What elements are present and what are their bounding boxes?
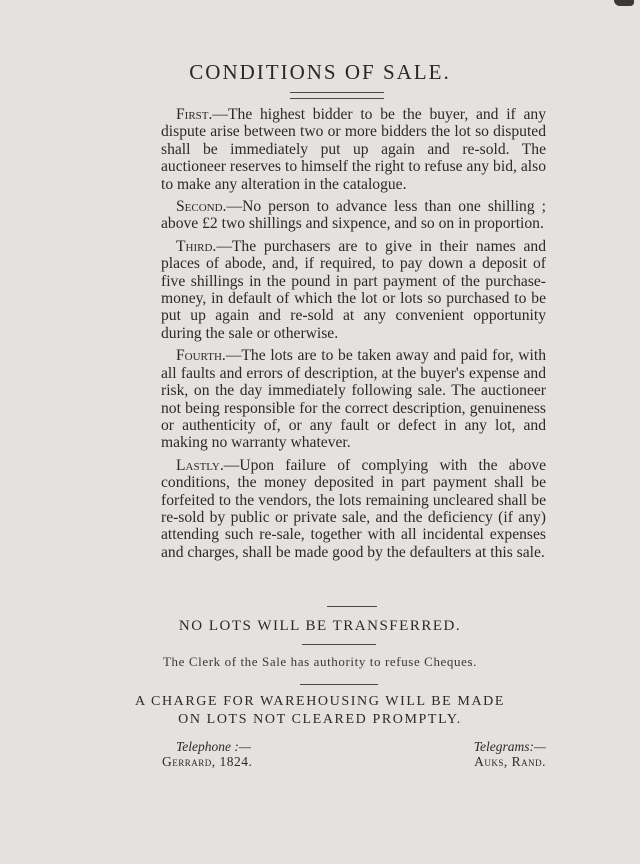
condition-paragraph [161, 106, 546, 193]
charge-notice-line: ON LOTS NOT CLEARED PROMPTLY. [178, 712, 462, 727]
condition-paragraph [161, 457, 546, 561]
divider-rule [302, 644, 376, 645]
telegrams-label: Telegrams:— [473, 739, 546, 754]
condition-lead: Lastly. [176, 456, 224, 474]
condition-paragraph [161, 198, 546, 233]
condition-lead: First. [176, 106, 213, 123]
telegrams-block [430, 739, 546, 769]
corner-mark [614, 0, 634, 6]
condition-text: —The purchasers are to give in their names and places of abode, and, if required, to pay down a deposit of five shillings in the pound in part payment of the purchase-money, in default of which the lot or lots so purchased to be put up again and re-sold at any convenient opportunity during the sale or otherwise. [161, 237, 546, 342]
divider-rule [327, 606, 377, 607]
condition-text: —No person to advance less than one shilling ; above £2 two shillings and sixpence, and so on in proportion. [161, 198, 546, 233]
condition-paragraph [161, 347, 546, 451]
no-lots-notice: NO LOTS WILL BE TRANSFERRED. [178, 618, 462, 634]
warehousing-charge-notice [0, 693, 640, 729]
condition-text: —Upon failure of complying with the above conditions, the money deposited in part payment shall be forfeited to the vendors, the lots remaining uncleared shall be re-sold by public or private sale, and the deficiency (if any) attending such re-sale, together with all incidental expenses and charges, shall be made good by the defaulters at this sale. [161, 456, 546, 561]
condition-text: —The lots are to be taken away and paid for, with all faults and errors of description, at the buyer's expense and risk, on the day immediately following sale. The auctioneer not being responsible for the correct description, genuineness or authenticity of, or any fault or defect in any lot, and making no warranty whatever. [161, 347, 546, 452]
telephone-block [162, 739, 252, 769]
condition-paragraph [161, 238, 546, 342]
clerk-notice: The Clerk of the Sale has authority to refuse Cheques. [163, 654, 477, 669]
charge-notice-line: A CHARGE FOR WAREHOUSING WILL BE MADE [134, 694, 506, 709]
condition-lead: Fourth. [176, 347, 226, 365]
conditions-list [161, 106, 546, 566]
telephone-label: Telephone :— [176, 739, 251, 754]
page-title: CONDITIONS OF SALE. [189, 60, 451, 84]
condition-text: —The highest bidder to be the buyer, and if any dispute arise between two or more bidders the lot so disputed shall be immediately put up again and re-sold. The auctioneer reserves to himself the right to refuse any bid, also to make any alteration in the catalogue. [161, 106, 546, 193]
divider-rule [300, 684, 378, 685]
telephone-value: Gerrard, 1824. [162, 754, 253, 769]
title-double-rule [290, 92, 384, 99]
telegrams-value: Auks, Rand. [474, 754, 546, 769]
condition-lead: Second. [176, 198, 227, 216]
condition-lead: Third. [176, 237, 217, 255]
